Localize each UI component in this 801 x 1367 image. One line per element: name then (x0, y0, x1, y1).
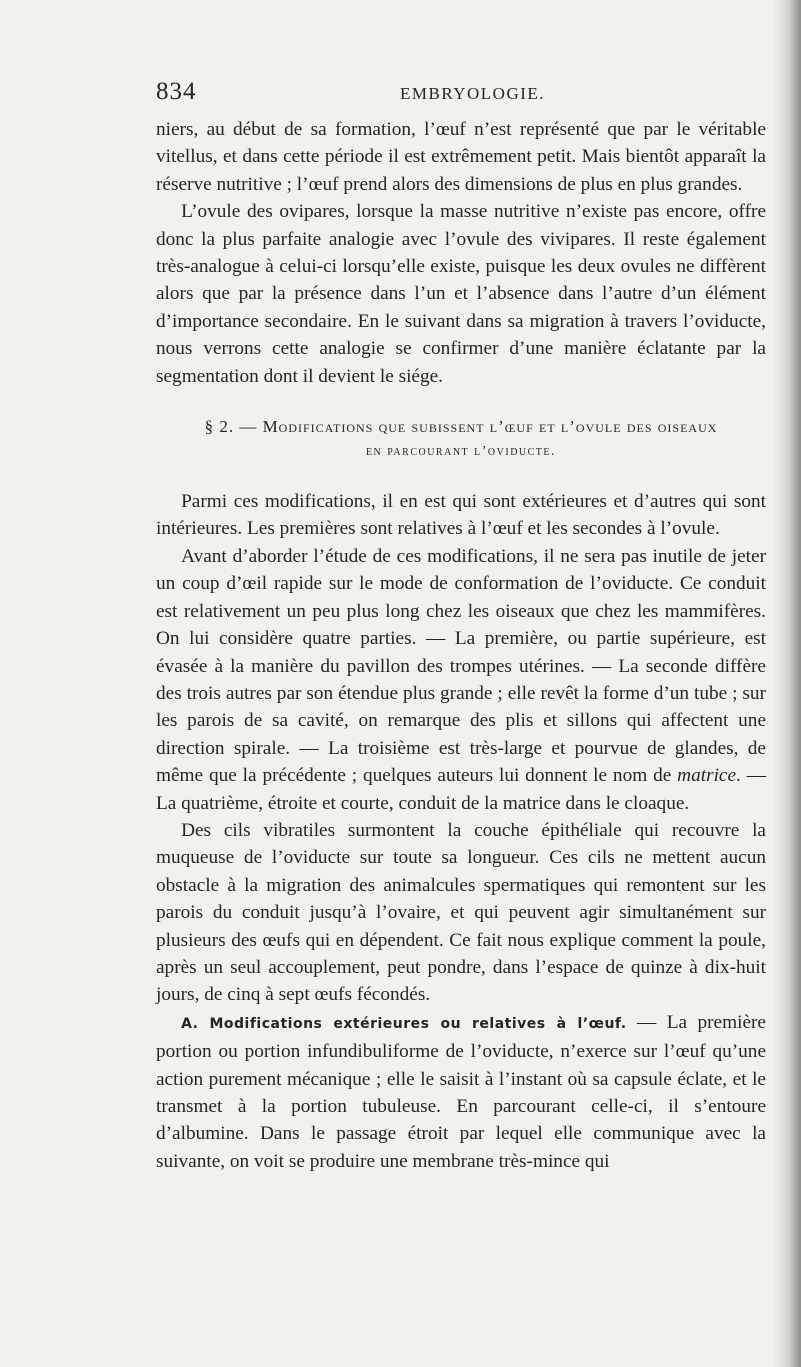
section-heading-line2: en parcourant l’oviducte. (365, 444, 557, 460)
section-heading-line1: § 2. — Modifications que subissent l’œuf et l’ovule des oiseaux (204, 417, 718, 437)
paragraph-text: . — La quatrième, étroite et courte, conduit de la matrice dans le cloaque. (156, 765, 767, 814)
running-title: EMBRYOLOGIE. (400, 84, 546, 103)
paragraph (156, 1009, 766, 1175)
italic-term: matrice (677, 765, 737, 787)
subsection-label: A. Modifications extérieures ou relatives à l’œuf. (181, 1015, 627, 1032)
paragraph (156, 543, 766, 817)
paragraph: Des cils vibratiles surmontent la couche épithéliale qui recouvre la muqueuse de l’oviducte sur toute sa longueur. Ces cils ne mettent aucun obstacle à la migration des animalcules spermatiques qui remontent sur les parois du conduit jusqu’à l’ovaire, et qui peuvent agir simultanément sur plusieurs des œufs qui en dépendent. Ce fait nous explique comment la poule, après un seul accouplement, peut pondre, dans l’espace de quinze à dix-huit jours, de cinq à sept œufs fécondés. (156, 819, 766, 1006)
paragraph-text: Avant d’aborder l’étude de ces modifications, il ne sera pas inutile de jeter un coup d’œil rapide sur le mode de conformation de l’oviducte. Ce conduit est relativement un peu plus long chez les oiseaux que chez les mammifères. On lui considère quatre parties. — La première, ou partie supérieure, est évasée à la manière du pavillon des trompes utérines. — La seconde diffère des trois autres par son étendue plus grande ; elle revêt la forme d’un tube ; sur les parois de sa cavité, on remarque des plis et sillons qui affectent une direction spirale. — La troisième est très-large et pourvue de glandes, de même que la précédente ; quelques auteurs lui donnent le nom de (156, 545, 766, 787)
page-header (156, 78, 766, 108)
body-text (156, 116, 766, 1175)
paragraph: L’ovule des ovipares, lorsque la masse nutritive n’existe pas encore, offre donc la plus parfaite analogie avec l’ovule des vivipares. Il reste également très-analogue à celui-ci lorsqu’elle existe, puisque les deux ovules ne diffèrent alors que par la présence dans l’un et l’absence dans l’autre d’un élément d’importance secondaire. En le suivant dans sa migration à travers l’oviducte, nous verrons cette analogie se confirmer d’une manière éclatante par la segmentation dont il devient le siége. (156, 201, 766, 387)
paragraph-text: — La première portion ou portion infundibuliforme de l’oviducte, n’exerce sur l’œuf qu’une action purement mécanique ; elle le saisit à l’instant où sa capsule éclate, et le transmet à la portion tubuleuse. En parcourant celle-ci, il s’entoure d’albumine. Dans le passage étroit par lequel elle communique avec la suivante, on voit se produire une membrane très-mince qui (156, 1011, 766, 1172)
page-edge-shadow (773, 0, 801, 1367)
paragraph: Parmi ces modifications, il en est qui sont extérieures et d’autres qui sont intérieures. Les premières sont relatives à l’œuf et les secondes à l’ovule. (156, 491, 766, 540)
section-heading (156, 414, 766, 464)
paragraph: niers, au début de sa formation, l’œuf n’est représenté que par le véritable vitellus, et dans cette période il est extrêmement petit. Mais bientôt apparaît la réserve nutritive ; l’œuf prend alors des dimensions de plus en plus grandes. (156, 119, 766, 195)
page-number: 834 (156, 78, 197, 105)
